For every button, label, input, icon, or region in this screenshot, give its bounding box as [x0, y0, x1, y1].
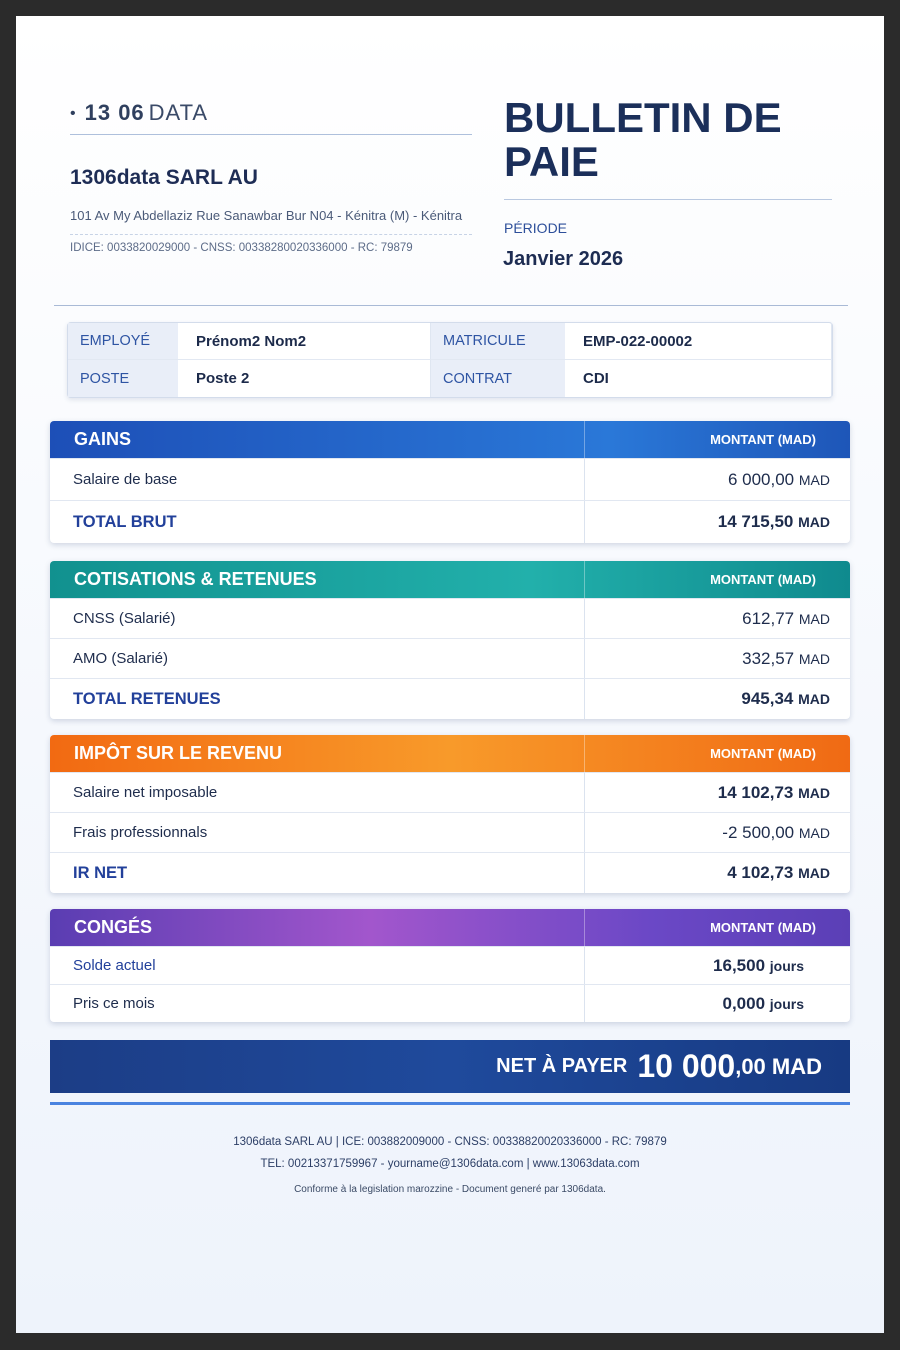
row-amount — [742, 649, 830, 669]
column-divider — [584, 501, 585, 543]
document-title-line1: BULLETIN DE — [504, 94, 782, 141]
row-label: AMO (Salarié) — [73, 650, 169, 667]
document-title — [504, 96, 782, 184]
amount-value: 6 000,00 — [727, 469, 795, 489]
employee-contract-label: CONTRAT — [431, 360, 565, 397]
table-row — [50, 946, 850, 984]
conges-title: CONGÉS — [74, 917, 153, 937]
period-value: Janvier 2026 — [503, 248, 624, 270]
company-name: 1306data SARL AU — [70, 166, 258, 189]
employee-info-grid — [67, 322, 833, 398]
amount-unit: MAD — [798, 650, 830, 667]
employee-id-value: EMP-022-00002 — [565, 323, 832, 360]
column-divider — [584, 909, 585, 946]
employee-contract-value: CDI — [565, 360, 832, 397]
cotisations-amount-header: MONTANT (MAD) — [710, 572, 816, 587]
column-divider — [584, 853, 585, 893]
amount-unit: MAD — [798, 610, 830, 627]
row-amount — [722, 823, 830, 843]
total-amount — [718, 512, 830, 532]
amount-unit: MAD — [798, 471, 830, 488]
employee-position-value: Poste 2 — [178, 360, 431, 397]
period-label: PÉRIODE — [504, 220, 568, 236]
table-row — [50, 984, 850, 1022]
conges-header — [50, 909, 850, 946]
net-pay-underline — [50, 1102, 850, 1105]
column-divider — [584, 421, 585, 458]
impot-header — [50, 735, 850, 772]
conges-amount-header: MONTANT (MAD) — [710, 920, 816, 935]
table-row — [50, 812, 850, 852]
total-row — [50, 678, 850, 719]
gains-title: GAINS — [74, 429, 132, 449]
gains-header — [50, 421, 850, 458]
column-divider — [584, 813, 585, 852]
address-divider — [70, 234, 472, 235]
amount-unit: jours — [769, 995, 804, 1012]
row-amount — [713, 956, 804, 976]
total-row — [50, 500, 850, 543]
total-label: IR NET — [73, 863, 128, 882]
conges-section — [50, 909, 850, 1022]
total-amount — [727, 863, 830, 883]
amount-value: 14 102,73 — [717, 782, 794, 802]
brand-part1: 13 06 — [84, 100, 145, 125]
amount-unit: MAD — [798, 691, 830, 707]
net-pay-banner — [50, 1040, 850, 1093]
employee-position-label: POSTE — [68, 360, 178, 397]
net-pay-amount: 10 000 — [637, 1048, 736, 1084]
brand-logo — [70, 100, 208, 126]
column-divider — [584, 773, 585, 812]
total-amount — [741, 689, 830, 709]
cotisations-header — [50, 561, 850, 598]
row-amount — [728, 470, 830, 490]
cotisations-section — [50, 561, 850, 719]
total-row — [50, 852, 850, 893]
payslip-document — [16, 16, 884, 1333]
column-divider — [584, 639, 585, 678]
amount-value: 16,500 — [713, 955, 766, 975]
impot-title: IMPÔT SUR LE REVENU — [74, 743, 283, 763]
row-amount — [718, 783, 830, 803]
row-amount — [722, 994, 804, 1014]
table-row — [50, 598, 850, 638]
cotisations-title: COTISATIONS & RETENUES — [74, 569, 317, 589]
brand-dot: • — [70, 105, 77, 123]
row-label: Salaire net imposable — [73, 784, 218, 801]
header-separator — [54, 305, 848, 306]
document-title-line2: PAIE — [504, 138, 599, 185]
employee-name-label: EMPLOYÉ — [68, 323, 178, 360]
gains-amount-header: MONTANT (MAD) — [710, 432, 816, 447]
brand-divider — [70, 134, 472, 135]
row-amount — [742, 609, 830, 629]
column-divider — [584, 459, 585, 500]
amount-value: 612,77 — [742, 608, 795, 628]
row-label: Pris ce mois — [73, 995, 155, 1012]
footer-legal-line: Conforme à la legislation marozzine - Document generé par 1306data. — [294, 1184, 606, 1195]
title-divider — [504, 199, 832, 200]
amount-unit: MAD — [798, 865, 830, 881]
impot-amount-header: MONTANT (MAD) — [710, 746, 816, 761]
column-divider — [584, 561, 585, 598]
amount-unit: MAD — [798, 784, 830, 801]
column-divider — [584, 735, 585, 772]
footer-contact-line: TEL: 00213371759967 - yourname@1306data.com | www.13063data.com — [260, 1158, 640, 1170]
amount-value: 4 102,73 — [727, 863, 794, 882]
employee-id-label: MATRICULE — [431, 323, 565, 360]
amount-unit: MAD — [798, 514, 830, 530]
amount-unit: jours — [769, 957, 804, 974]
amount-value: 945,34 — [741, 689, 794, 708]
table-row — [50, 772, 850, 812]
footer-company-line: 1306data SARL AU | ICE: 003882009000 - CNSS: 00338820020336000 - RC: 79879 — [233, 1136, 667, 1148]
employee-name-value: Prénom2 Nom2 — [178, 323, 431, 360]
row-label: Salaire de base — [73, 471, 178, 488]
column-divider — [584, 679, 585, 719]
total-label: TOTAL RETENUES — [73, 689, 221, 708]
net-pay-decimals: ,00 MAD — [735, 1053, 822, 1079]
amount-value: -2 500,00 — [722, 822, 795, 842]
company-address: 101 Av My Abdellaziz Rue Sanawbar Bur N04 - Kénitra (M) - Kénitra — [70, 208, 463, 223]
column-divider — [584, 947, 585, 984]
row-label: Solde actuel — [73, 957, 156, 974]
column-divider — [584, 985, 585, 1022]
amount-unit: MAD — [798, 824, 830, 841]
impot-section — [50, 735, 850, 893]
company-identifiers: IDICE: 0033820029000 - CNSS: 00338280020336000 - RC: 79879 — [70, 242, 413, 254]
brand-part2: DATA — [148, 100, 209, 125]
row-label: Frais professionnals — [73, 824, 208, 841]
amount-value: 0,000 — [722, 993, 766, 1013]
amount-value: 14 715,50 — [717, 512, 794, 531]
amount-value: 332,57 — [742, 648, 795, 668]
row-label: CNSS (Salarié) — [73, 610, 176, 627]
total-label: TOTAL BRUT — [73, 512, 177, 531]
table-row — [50, 638, 850, 678]
table-row — [50, 458, 850, 500]
gains-section — [50, 421, 850, 543]
column-divider — [584, 599, 585, 638]
net-pay-label: NET À PAYER — [496, 1055, 628, 1077]
